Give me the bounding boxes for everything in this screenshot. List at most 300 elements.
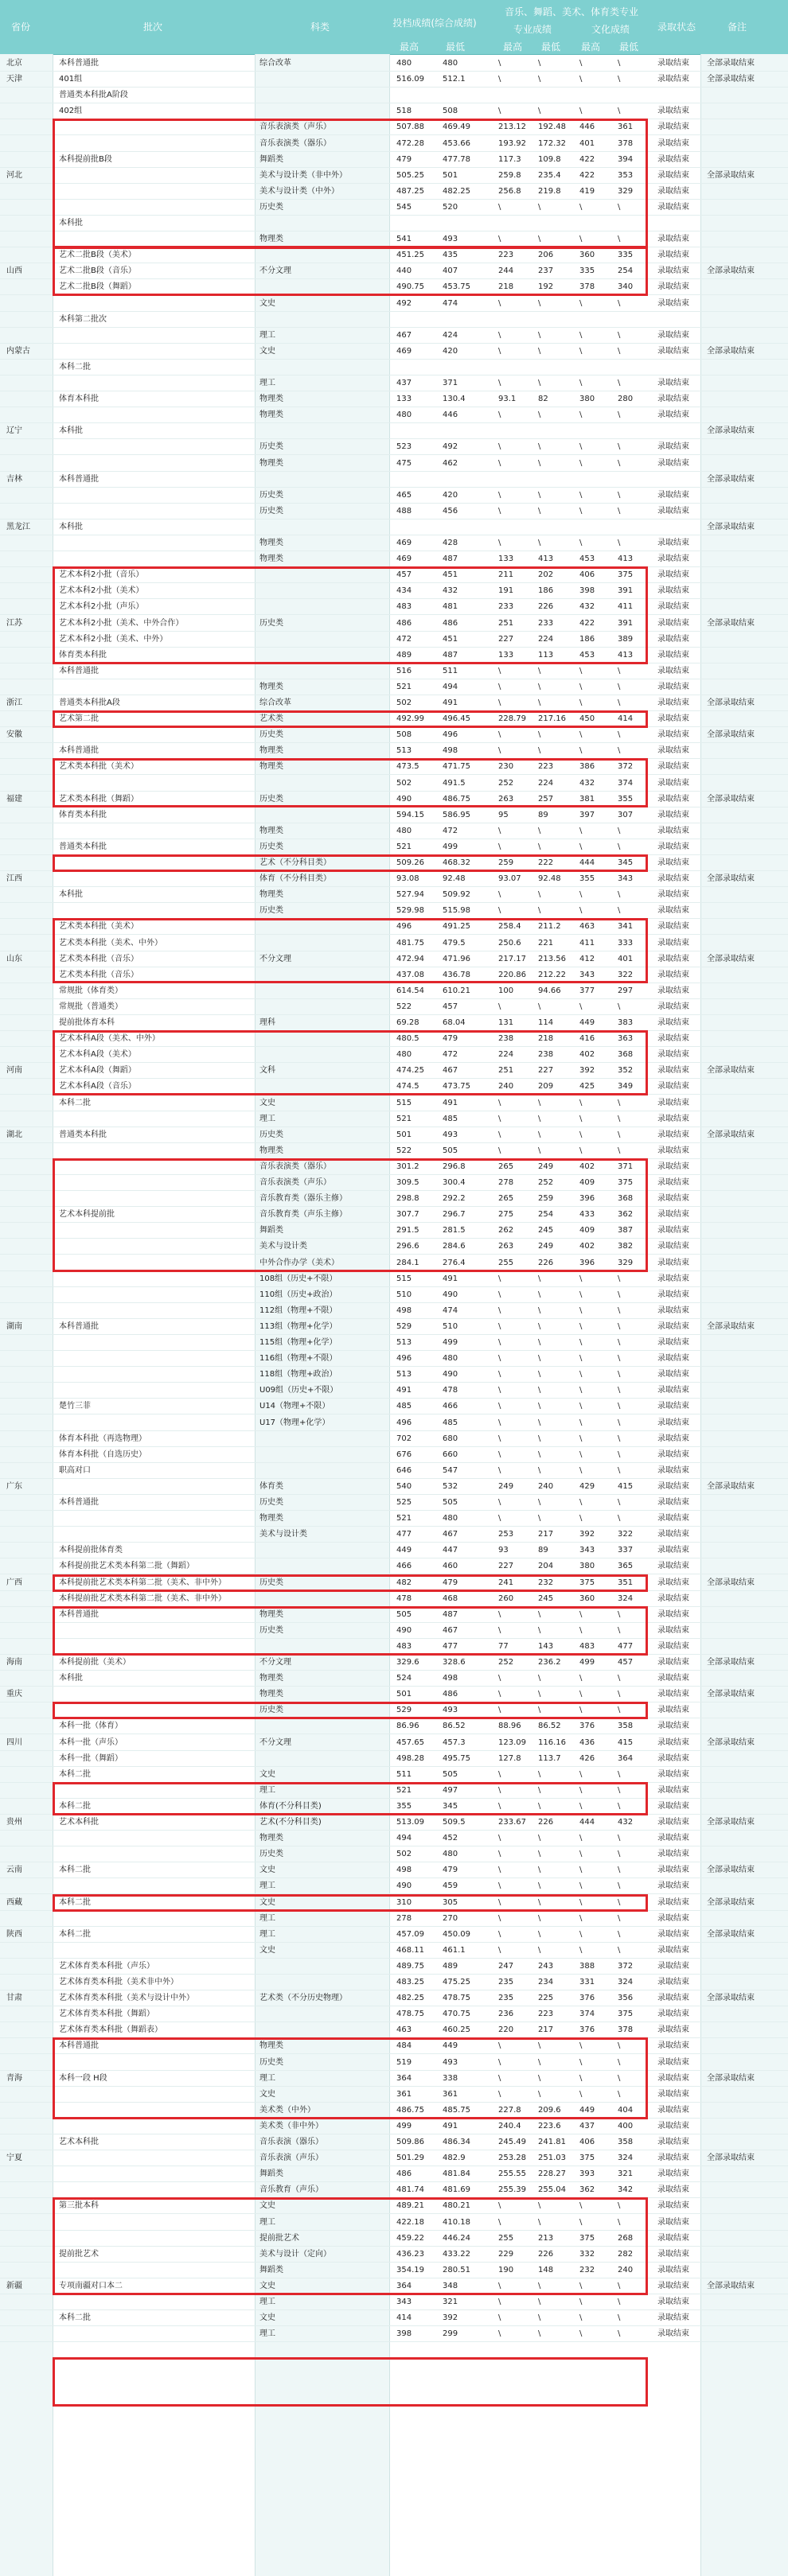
cell-prof-min: \ [538, 1770, 541, 1779]
cell-cult-min: \ [618, 1626, 621, 1635]
cell-remark: 全部录取结束 [707, 59, 755, 68]
cell-cult-max: \ [579, 1914, 583, 1923]
cell-prof-min: \ [538, 1402, 541, 1411]
cell-cult-max: 343 [579, 1546, 595, 1555]
cell-status: 录取结束 [657, 827, 689, 835]
table-header [0, 0, 788, 55]
cell-cult-max: \ [579, 1354, 583, 1363]
cell-prof-max: \ [498, 1898, 501, 1907]
cell-prof-min: \ [538, 235, 541, 243]
cell-prof-min: 245 [538, 1594, 554, 1603]
cell-category: 理工 [259, 2329, 275, 2338]
cell-cult-max: 406 [579, 2138, 595, 2146]
cell-score-min: 474 [443, 1306, 458, 1315]
cell-prof-max: \ [498, 1834, 501, 1843]
cell-remark: 全部录取结束 [707, 1130, 755, 1139]
cell-status: 录取结束 [657, 1210, 689, 1219]
cell-batch: 第三批本科 [59, 2201, 99, 2210]
cell-cult-min: 297 [618, 986, 634, 995]
cell-status: 录取结束 [657, 986, 689, 995]
cell-status: 录取结束 [657, 1738, 689, 1747]
cell-category: 110组（历史+政治） [259, 1290, 337, 1299]
cell-score-min: 479 [443, 1578, 458, 1587]
cell-cult-min: 383 [618, 1018, 634, 1027]
cell-score-min: 453.66 [443, 139, 470, 148]
cell-score-max: 69.28 [396, 1018, 419, 1027]
cell-category: 历史类 [259, 842, 283, 851]
cell-score-max: 529 [396, 1706, 412, 1714]
cell-status: 录取结束 [657, 714, 689, 723]
cell-cult-max: \ [579, 491, 583, 500]
cell-score-min: 486 [443, 619, 458, 628]
row-divider [0, 1494, 788, 1495]
cell-cult-max: \ [579, 1274, 583, 1283]
cell-prof-max: \ [498, 827, 501, 835]
cell-cult-min: \ [618, 203, 621, 212]
cell-score-min: 497 [443, 1786, 458, 1795]
row-divider [0, 422, 788, 423]
cell-status: 录取结束 [657, 1514, 689, 1523]
cell-province: 广西 [6, 1578, 22, 1587]
cell-status: 录取结束 [657, 1690, 689, 1699]
cell-score-min: 461.1 [443, 1946, 466, 1955]
cell-prof-min: 113.7 [538, 1754, 561, 1763]
cell-score-max: 474.25 [396, 1066, 424, 1075]
cell-status: 录取结束 [657, 1642, 689, 1651]
cell-batch: 体育本科批（自选历史） [59, 1450, 146, 1459]
cell-cult-max: \ [579, 442, 583, 451]
cell-batch: 本科普通批 [59, 475, 99, 484]
cell-cult-min: 349 [618, 1082, 634, 1091]
cell-status: 录取结束 [657, 2058, 689, 2067]
cell-prof-max: \ [498, 1914, 501, 1923]
cell-cult-max: \ [579, 2058, 583, 2067]
row-divider [0, 1398, 788, 1399]
row-divider [0, 1974, 788, 1975]
cell-category: 历史类 [259, 795, 283, 804]
cell-category: 历史类 [259, 491, 283, 500]
cell-cult-max: 436 [579, 1738, 595, 1747]
cell-prof-max: \ [498, 1674, 501, 1683]
cell-prof-min: \ [538, 2282, 541, 2290]
cell-status: 录取结束 [657, 1562, 689, 1570]
cell-province: 江苏 [6, 619, 22, 628]
cell-prof-min: 212.22 [538, 971, 566, 979]
cell-remark: 全部录取结束 [707, 1690, 755, 1699]
cell-score-min: 432 [443, 586, 458, 595]
cell-score-min: 505 [443, 1498, 458, 1507]
cell-cult-min: \ [618, 1450, 621, 1459]
cell-cult-max: 422 [579, 619, 595, 628]
row-divider [0, 1478, 788, 1479]
cell-status: 录取结束 [657, 667, 689, 675]
cell-prof-min: \ [538, 1306, 541, 1315]
cell-category: 文史 [259, 347, 275, 356]
cell-cult-max: \ [579, 59, 583, 68]
cell-cult-min: 361 [618, 123, 634, 131]
cell-prof-min: \ [538, 379, 541, 387]
cell-score-min: 130.4 [443, 395, 466, 403]
cell-status: 录取结束 [657, 1259, 689, 1267]
cell-status: 录取结束 [657, 1946, 689, 1955]
cell-prof-max: 227 [498, 635, 514, 644]
row-divider [0, 1766, 788, 1767]
cell-score-max: 480 [396, 1050, 412, 1059]
cell-status: 录取结束 [657, 282, 689, 291]
cell-status: 录取结束 [657, 347, 689, 356]
cell-category: 物理类 [259, 746, 283, 755]
cell-cult-min: 352 [618, 1066, 634, 1075]
cell-category: 118组（物理+政治） [259, 1370, 337, 1379]
header-cult-max: 最高 [581, 41, 601, 53]
cell-score-max: 291.5 [396, 1226, 419, 1235]
cell-prof-min: 245 [538, 1226, 554, 1235]
cell-cult-min: \ [618, 667, 621, 675]
cell-cult-max: 375 [579, 2154, 595, 2162]
cell-prof-min: 240 [538, 1482, 554, 1491]
cell-prof-max: \ [498, 890, 501, 899]
cell-prof-max: \ [498, 1866, 501, 1874]
cell-batch: 常规批（普通类） [59, 1002, 123, 1011]
cell-status: 录取结束 [657, 586, 689, 595]
cell-prof-min: 211.2 [538, 922, 561, 931]
cell-prof-min: 234 [538, 1978, 554, 1986]
cell-prof-max: 93.1 [498, 395, 517, 403]
cell-prof-max: 275 [498, 1210, 514, 1219]
cell-prof-max: \ [498, 1130, 501, 1139]
cell-prof-max: \ [498, 1418, 501, 1427]
cell-prof-min: \ [538, 299, 541, 308]
cell-status: 录取结束 [657, 2218, 689, 2227]
cell-prof-max: \ [498, 2282, 501, 2290]
cell-province: 江西 [6, 874, 22, 883]
cell-prof-max: 250.6 [498, 939, 521, 948]
cell-score-max: 457.65 [396, 1738, 424, 1747]
cell-score-max: 614.54 [396, 986, 424, 995]
cell-prof-min: 222 [538, 858, 554, 867]
header-prof-min: 最低 [541, 41, 561, 53]
cell-prof-min: 209.6 [538, 2106, 561, 2115]
row-divider [0, 2341, 788, 2342]
cell-category: 历史类 [259, 442, 283, 451]
cell-score-max: 469 [396, 555, 412, 563]
cell-category: 艺术（不分科目类） [259, 858, 331, 867]
cell-score-max: 505.25 [396, 171, 424, 180]
cell-status: 录取结束 [657, 1066, 689, 1075]
cell-prof-min: 235.4 [538, 171, 561, 180]
cell-remark: 全部录取结束 [707, 874, 755, 883]
cell-score-max: 498.28 [396, 1754, 424, 1763]
cell-score-max: 414 [396, 2313, 412, 2322]
cell-score-min: 520 [443, 203, 458, 212]
cell-cult-max: \ [579, 1802, 583, 1811]
cell-prof-max: \ [498, 1002, 501, 1011]
cell-score-max: 480 [396, 59, 412, 68]
cell-prof-min: 113 [538, 651, 554, 660]
cell-prof-max: \ [498, 107, 501, 115]
cell-prof-min: 223 [538, 2010, 554, 2018]
cell-score-min: 328.6 [443, 1658, 466, 1667]
cell-status: 录取结束 [657, 2025, 689, 2034]
cell-prof-min: \ [538, 1322, 541, 1331]
cell-cult-min: \ [618, 1802, 621, 1811]
cell-prof-max: 240 [498, 1082, 514, 1091]
cell-batch: 提前批艺术 [59, 2250, 99, 2259]
cell-status: 录取结束 [657, 698, 689, 707]
cell-prof-min: \ [538, 1786, 541, 1795]
cell-cult-min: \ [618, 1898, 621, 1907]
cell-cult-min: 457 [618, 1658, 634, 1667]
cell-status: 录取结束 [657, 602, 689, 611]
cell-score-min: 371 [443, 379, 458, 387]
cell-prof-min: \ [538, 1690, 541, 1699]
cell-score-max: 523 [396, 442, 412, 451]
cell-status: 录取结束 [657, 1578, 689, 1587]
cell-remark: 全部录取结束 [707, 1658, 755, 1667]
cell-status: 录取结束 [657, 2313, 689, 2322]
cell-score-max: 513 [396, 1370, 412, 1379]
cell-category: 物理类 [259, 1690, 283, 1699]
cell-category: 提前批艺术 [259, 2234, 299, 2243]
cell-batch: 艺术体育类本科批（美术与设计中外） [59, 1994, 194, 2002]
cell-status: 录取结束 [657, 1370, 689, 1379]
row-divider [0, 1014, 788, 1015]
cell-cult-max: 377 [579, 986, 595, 995]
cell-cult-min: \ [618, 1306, 621, 1315]
cell-cult-max: \ [579, 1946, 583, 1955]
cell-score-max: 498 [396, 1306, 412, 1315]
cell-cult-max: \ [579, 1930, 583, 1939]
cell-province: 湖南 [6, 1322, 22, 1331]
cell-score-max: 513.09 [396, 1818, 424, 1827]
row-divider [0, 902, 788, 903]
cell-prof-min: \ [538, 1466, 541, 1475]
cell-category: 文史 [259, 1099, 275, 1107]
cell-category: 综合改革 [259, 698, 291, 707]
cell-prof-max: \ [498, 1881, 501, 1890]
cell-category: 理工 [259, 379, 275, 387]
cell-score-max: 479 [396, 155, 412, 164]
cell-province: 天津 [6, 75, 22, 84]
cell-cult-min: 414 [618, 714, 634, 723]
cell-cult-min: 378 [618, 139, 634, 148]
cell-prof-max: 247 [498, 1962, 514, 1971]
cell-prof-max: \ [498, 491, 501, 500]
cell-cult-min: \ [618, 1099, 621, 1107]
cell-prof-min: \ [538, 411, 541, 419]
cell-category: 音乐表演类（器乐） [259, 1162, 331, 1171]
cell-score-min: 428 [443, 539, 458, 547]
cell-cult-min: \ [618, 491, 621, 500]
row-divider [0, 2309, 788, 2310]
cell-score-min: 299 [443, 2329, 458, 2338]
cell-category: 艺术类（不分历史物理） [259, 1994, 347, 2002]
cell-cult-max: 483 [579, 1642, 595, 1651]
cell-score-max: 490.75 [396, 282, 424, 291]
row-divider [0, 71, 788, 72]
cell-status: 录取结束 [657, 842, 689, 851]
cell-category: 文科 [259, 1066, 275, 1075]
cell-category: 舞蹈类 [259, 2266, 283, 2274]
cell-score-min: 305 [443, 1898, 458, 1907]
cell-batch: 本科提前批体育类 [59, 1546, 123, 1555]
cell-category: 文史 [259, 2090, 275, 2099]
cell-prof-min: 225 [538, 1994, 554, 2002]
cell-status: 录取结束 [657, 1914, 689, 1923]
cell-category: 物理类 [259, 1146, 283, 1155]
cell-status: 录取结束 [657, 858, 689, 867]
cell-batch: 专项南疆对口本二 [59, 2282, 123, 2290]
cell-cult-min: \ [618, 459, 621, 468]
cell-score-max: 486 [396, 619, 412, 628]
cell-prof-min: 226 [538, 1259, 554, 1267]
cell-score-min: 457 [443, 1002, 458, 1011]
cell-remark: 全部录取结束 [707, 171, 755, 180]
cell-batch: 艺术类本科批（音乐） [59, 955, 138, 963]
cell-prof-max: 259 [498, 858, 514, 867]
cell-cult-min: \ [618, 379, 621, 387]
cell-prof-min: 217.16 [538, 714, 566, 723]
cell-prof-max: 253.28 [498, 2154, 526, 2162]
cell-score-max: 364 [396, 2282, 412, 2290]
cell-batch: 本科二批 [59, 1898, 91, 1907]
cell-cult-min: \ [618, 75, 621, 84]
cell-status: 录取结束 [657, 2090, 689, 2099]
cell-prof-max: \ [498, 1146, 501, 1155]
cell-score-max: 510 [396, 1290, 412, 1299]
cell-score-min: 460 [443, 1562, 458, 1570]
cell-category: 理工 [259, 2074, 275, 2083]
cell-score-min: 510 [443, 1322, 458, 1331]
cell-batch: 艺术本科批 [59, 1818, 99, 1827]
cell-province: 黑龙江 [6, 523, 30, 531]
cell-score-max: 355 [396, 1802, 412, 1811]
cell-score-min: 436.78 [443, 971, 470, 979]
cell-prof-max: \ [498, 1466, 501, 1475]
cell-batch: 艺术本科提前批 [59, 1210, 115, 1219]
cell-status: 录取结束 [657, 1674, 689, 1683]
cell-prof-max: \ [498, 203, 501, 212]
row-divider [0, 311, 788, 312]
cell-remark: 全部录取结束 [707, 1066, 755, 1075]
cell-batch: 常规批（体育类） [59, 986, 123, 995]
cell-batch: 本科二批 [59, 1930, 91, 1939]
cell-batch: 艺术本科2小批（美术、中外合作） [59, 619, 184, 628]
cell-batch: 本科普通批 [59, 1322, 99, 1331]
cell-score-min: 491 [443, 2122, 458, 2130]
cell-cult-max: 409 [579, 1226, 595, 1235]
cell-score-max: 646 [396, 1466, 412, 1475]
cell-prof-min: \ [538, 507, 541, 516]
cell-cult-min: 351 [618, 1578, 634, 1587]
cell-cult-min: \ [618, 683, 621, 691]
cell-batch: 本科批 [59, 523, 83, 531]
cell-prof-max: \ [498, 730, 501, 739]
cell-category: 不分文理 [259, 267, 291, 275]
cell-status: 录取结束 [657, 2154, 689, 2162]
cell-cult-min: \ [618, 1130, 621, 1139]
cell-prof-max: \ [498, 331, 501, 340]
cell-prof-min: 217 [538, 1530, 554, 1539]
cell-prof-max: \ [498, 1802, 501, 1811]
cell-score-max: 477 [396, 1530, 412, 1539]
cell-score-max: 501 [396, 1690, 412, 1699]
cell-score-min: 485 [443, 1115, 458, 1123]
cell-status: 录取结束 [657, 1786, 689, 1795]
cell-status: 录取结束 [657, 1722, 689, 1730]
cell-batch: 艺术二批B段（舞蹈） [59, 282, 136, 291]
cell-prof-min: 143 [538, 1642, 554, 1651]
cell-prof-min: 209 [538, 1082, 554, 1091]
cell-cult-min: \ [618, 730, 621, 739]
cell-category: 艺术(不分科目类) [259, 1818, 322, 1827]
cell-batch: 本科二批 [59, 1866, 91, 1874]
cell-score-max: 508 [396, 730, 412, 739]
cell-prof-min: \ [538, 491, 541, 500]
cell-status: 录取结束 [657, 779, 689, 788]
cell-cult-max: \ [579, 1834, 583, 1843]
cell-cult-max: 422 [579, 155, 595, 164]
cell-cult-max: 426 [579, 1754, 595, 1763]
cell-prof-min: \ [538, 1610, 541, 1619]
cell-category: 历史类 [259, 1850, 283, 1858]
cell-status: 录取结束 [657, 331, 689, 340]
cell-status: 录取结束 [657, 2185, 689, 2194]
cell-score-min: 424 [443, 331, 458, 340]
cell-prof-max: 252 [498, 1658, 514, 1667]
cell-score-min: 471.96 [443, 955, 470, 963]
cell-status: 录取结束 [657, 1178, 689, 1187]
cell-score-min: 509.5 [443, 1818, 466, 1827]
highlight-box [53, 1574, 648, 1592]
cell-cult-min: \ [618, 1466, 621, 1475]
cell-cult-min: 371 [618, 1162, 634, 1171]
cell-cult-max: 450 [579, 714, 595, 723]
cell-cult-min: \ [618, 746, 621, 755]
cell-score-min: 420 [443, 347, 458, 356]
cell-score-max: 472 [396, 635, 412, 644]
cell-score-min: 485 [443, 1418, 458, 1427]
cell-province: 浙江 [6, 698, 22, 707]
cell-prof-min: \ [538, 459, 541, 468]
cell-status: 录取结束 [657, 1386, 689, 1395]
cell-score-max: 496 [396, 1418, 412, 1427]
cell-status: 录取结束 [657, 955, 689, 963]
cell-category: 物理类 [259, 459, 283, 468]
cell-prof-min: 192.48 [538, 123, 566, 131]
cell-remark: 全部录取结束 [707, 2074, 755, 2083]
cell-score-max: 545 [396, 203, 412, 212]
cell-batch: 本科提前批（美术） [59, 1658, 131, 1667]
cell-score-min: 499 [443, 842, 458, 851]
cell-province: 北京 [6, 59, 22, 68]
cell-score-max: 489.21 [396, 2201, 424, 2210]
cell-score-min: 345 [443, 1802, 458, 1811]
cell-cult-min: \ [618, 1434, 621, 1443]
cell-prof-max: \ [498, 683, 501, 691]
cell-prof-max: \ [498, 75, 501, 84]
cell-score-max: 343 [396, 2298, 412, 2306]
cell-cult-max: 453 [579, 651, 595, 660]
cell-cult-max: 388 [579, 1962, 595, 1971]
cell-score-max: 298.8 [396, 1194, 419, 1203]
cell-score-min: 481.84 [443, 2169, 470, 2178]
cell-prof-min: \ [538, 2329, 541, 2338]
cell-score-max: 513 [396, 746, 412, 755]
cell-cult-max: 343 [579, 971, 595, 979]
cell-category: 历史类 [259, 619, 283, 628]
cell-cult-min: \ [618, 347, 621, 356]
